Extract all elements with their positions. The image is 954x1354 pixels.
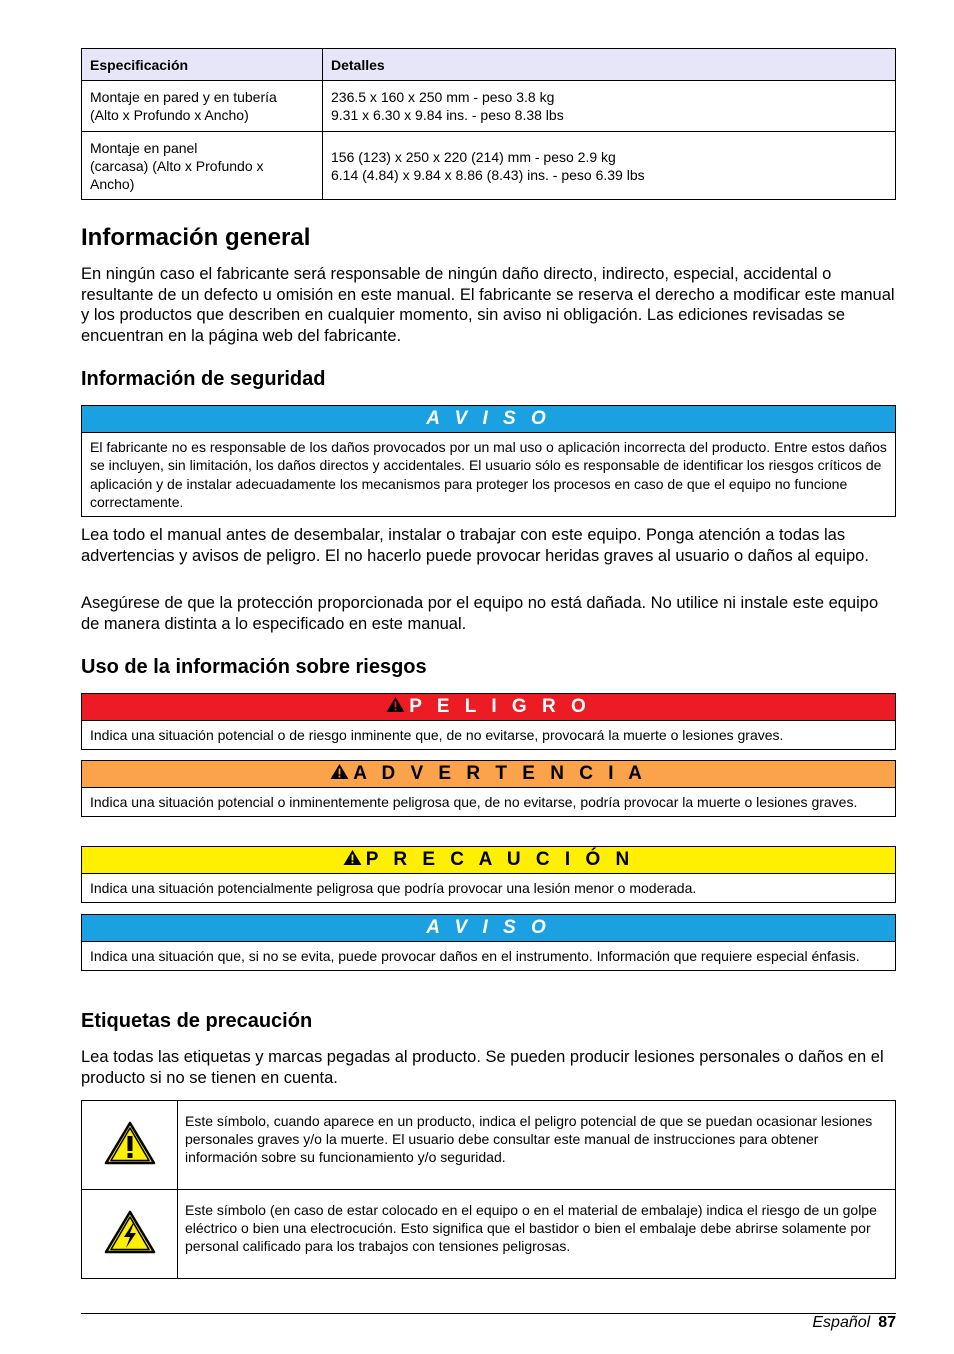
spec-line: (carcasa) (Alto x Profundo x	[90, 157, 264, 174]
spec-header-details: Detalles	[323, 49, 896, 81]
details-line: 6.14 (4.84) x 9.84 x 8.86 (8.43) ins. - peso 6.39 lbs	[331, 166, 645, 183]
spec-table-header	[82, 49, 896, 81]
safety-para-2: Asegúrese de que la protección proporcionada por el equipo no está dañada. No utilice ni instale este equipo de manera distinta a lo especificado en este manual.	[81, 594, 879, 633]
notice-header: A V I S O	[82, 915, 895, 942]
label-description: Este símbolo (en caso de estar colocado en el equipo o en el material de embalaje) indica el riesgo de un golpe eléctrico o bien una electrocución. Esto significa que el bastidor o bien el embalaje debe abrirse solamente por personal calificado para los trabajos con tensiones peligrosas.	[178, 1190, 896, 1279]
table-row	[82, 1190, 896, 1279]
spec-table	[81, 48, 896, 200]
spec-header-spec: Especificación	[82, 49, 323, 81]
spec-cell	[82, 81, 323, 132]
notice-box	[81, 914, 896, 971]
footer-language: Español	[812, 1314, 871, 1331]
warning-icon	[104, 1121, 156, 1165]
icon-cell	[82, 1101, 178, 1190]
page-number: 87	[878, 1314, 896, 1331]
caution-box	[81, 846, 896, 903]
footer-rule	[81, 1313, 896, 1314]
warning-label: A D V E R T E N C I A	[353, 763, 647, 784]
notice-text: Indica una situación que, si no se evita, puede provocar daños en el instrumento. Información que requiere especial énfasis.	[90, 948, 860, 964]
footer	[812, 1313, 896, 1333]
danger-label: P E L I G R O	[409, 696, 591, 717]
icon-cell	[82, 1190, 178, 1279]
details-cell	[323, 81, 896, 132]
details-line: 156 (123) x 250 x 220 (214) mm - peso 2.9 kg	[331, 148, 616, 165]
danger-header	[82, 694, 895, 721]
labels-text: Lea todas las etiquetas y marcas pegadas al producto. Se pueden producir lesiones personales o daños en el producto si no se tienen en cuenta.	[81, 1048, 884, 1087]
details-cell	[323, 132, 896, 200]
table-row	[82, 132, 896, 200]
hazards-title: Uso de la información sobre riesgos	[81, 656, 427, 678]
danger-text: Indica una situación potencial o de riesgo inminente que, de no evitarse, provocará la muerte o lesiones graves.	[90, 727, 784, 743]
spec-line: Montaje en pared y en tubería	[90, 89, 277, 105]
spec-cell	[82, 132, 323, 200]
caution-header	[82, 847, 895, 874]
warning-triangle-icon	[386, 696, 405, 713]
danger-box	[81, 693, 896, 750]
notice-header: A V I S O	[82, 406, 895, 433]
safety-notice	[81, 405, 896, 517]
caution-text: Indica una situación potencialmente peligrosa que podría provocar una lesión menor o moderada.	[90, 880, 697, 896]
spec-line: Ancho)	[90, 175, 135, 192]
label-description: Este símbolo, cuando aparece en un producto, indica el peligro potencial de que se puedan ocasionar lesiones personales graves y/o la muerte. El usuario debe consultar este manual de instrucciones para obtener información sobre su funcionamiento y/o seguridad.	[178, 1101, 896, 1190]
details-line: 236.5 x 160 x 250 mm - peso 3.8 kg	[331, 89, 555, 105]
details-line: 9.31 x 6.30 x 9.84 ins. - peso 8.38 lbs	[331, 107, 564, 123]
table-row	[82, 81, 896, 132]
warning-triangle-icon	[330, 763, 349, 780]
caution-label: P R E C A U C I Ó N	[365, 849, 635, 870]
notice-text: El fabricante no es responsable de los daños provocados por un mal uso o aplicación incorrecta del producto. Entre estos daños se incluyen, sin limitación, los daños directos y accidentales. El usuario sólo es responsable de identificar los riesgos críticos de aplicación y de instalar adecuadamente los mecanismos para proteger los procesos en caso de que el equipo no funcione correctamente.	[90, 439, 887, 510]
spec-line: (Alto x Profundo x Ancho)	[90, 107, 249, 123]
electrical-hazard-icon	[104, 1210, 156, 1254]
general-title: Información general	[81, 224, 311, 251]
warning-text: Indica una situación potencial o inminentemente peligrosa que, de no evitarse, podría provocar la muerte o lesiones graves.	[90, 794, 858, 810]
warning-header	[82, 761, 895, 788]
table-row	[82, 1101, 896, 1190]
safety-para-1: Lea todo el manual antes de desembalar, instalar o trabajar con este equipo. Ponga atención a todas las advertencias y avisos de peligro. El no hacerlo puede provocar heridas graves al usuario o daños al equipo.	[81, 526, 869, 565]
labels-title: Etiquetas de precaución	[81, 1010, 313, 1032]
spec-line: Montaje en panel	[90, 139, 198, 156]
labels-table	[81, 1100, 896, 1279]
general-text: En ningún caso el fabricante será responsable de ningún daño directo, indirecto, especial, accidental o resultante de un defecto u omisión en este manual. El fabricante se reserva el derecho a modificar este manual y los productos que describen en cualquier momento, sin aviso ni obligación. Las ediciones revisadas se encuentran en la página web del fabricante.	[81, 265, 895, 345]
warning-box	[81, 760, 896, 817]
safety-title: Información de seguridad	[81, 368, 326, 390]
warning-triangle-icon	[343, 849, 362, 866]
page	[81, 48, 896, 1254]
